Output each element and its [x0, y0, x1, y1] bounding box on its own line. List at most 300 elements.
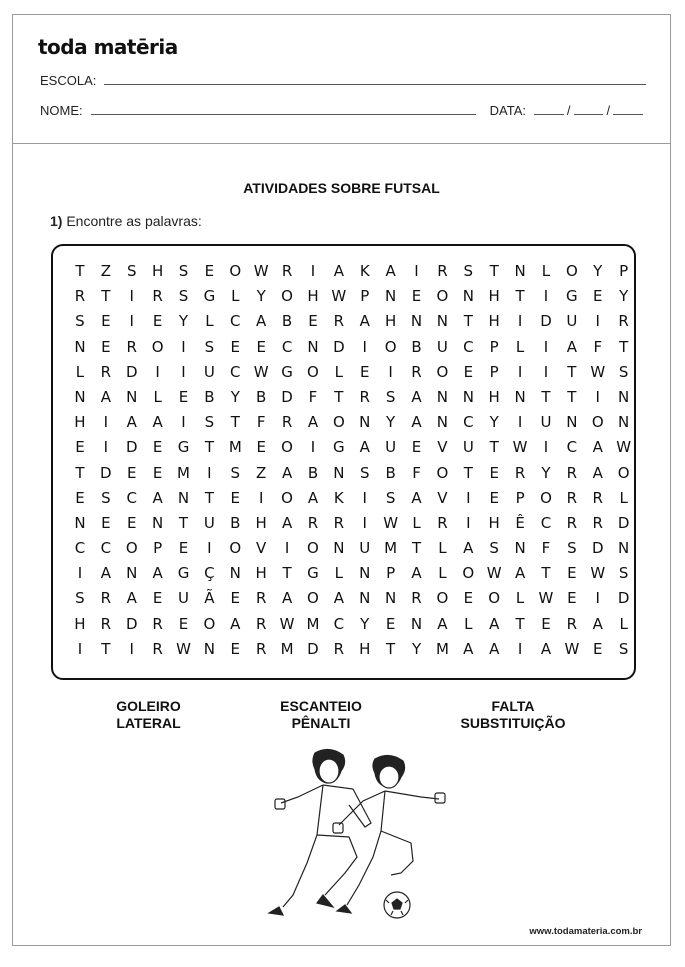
grid-letter[interactable]: T	[101, 639, 111, 658]
grid-letter[interactable]: K	[333, 488, 344, 507]
grid-letter[interactable]: L	[75, 362, 85, 381]
grid-letter[interactable]: T	[489, 262, 499, 280]
grid-letter[interactable]: L	[438, 539, 447, 558]
grid-letter[interactable]: O	[307, 589, 319, 608]
grid-letter[interactable]: Y	[360, 614, 370, 633]
grid-letter[interactable]: T	[75, 262, 85, 280]
grid-letter[interactable]: A	[359, 438, 370, 457]
grid-letter[interactable]: A	[307, 488, 319, 507]
grid-letter[interactable]: E	[178, 539, 189, 558]
grid-letter[interactable]: R	[437, 262, 448, 280]
grid-letter[interactable]: L	[231, 287, 240, 306]
grid-letter[interactable]: R	[281, 413, 293, 432]
grid-letter[interactable]: O	[436, 589, 449, 608]
grid-letter[interactable]: C	[566, 438, 578, 457]
grid-letter[interactable]: O	[436, 463, 449, 482]
grid-letter[interactable]: R	[359, 387, 370, 406]
grid-letter[interactable]: D	[281, 387, 293, 406]
grid-letter[interactable]: A	[230, 614, 241, 633]
grid-letter[interactable]: E	[360, 362, 370, 381]
grid-letter[interactable]: O	[281, 287, 293, 306]
grid-letter[interactable]: V	[437, 488, 448, 507]
grid-letter[interactable]: E	[230, 639, 241, 658]
grid-letter[interactable]: W	[616, 438, 632, 457]
grid-letter[interactable]: F	[541, 539, 551, 558]
grid-letter[interactable]: D	[617, 513, 630, 532]
grid-letter[interactable]: D	[591, 539, 604, 558]
grid-letter[interactable]: G	[177, 564, 190, 583]
grid-letter[interactable]: R	[514, 463, 526, 482]
grid-letter[interactable]: T	[386, 639, 396, 658]
grid-letter[interactable]: G	[566, 287, 578, 306]
grid-letter[interactable]: O	[203, 614, 216, 633]
grid-letter[interactable]: O	[307, 362, 319, 381]
grid-letter[interactable]: D	[125, 614, 138, 633]
grid-letter[interactable]: E	[152, 438, 163, 457]
grid-letter[interactable]: E	[204, 262, 215, 280]
grid-letter[interactable]: E	[101, 513, 111, 532]
grid-letter[interactable]: T	[75, 463, 85, 482]
grid-letter[interactable]: R	[592, 488, 603, 507]
grid-letter[interactable]: O	[591, 413, 604, 432]
grid-letter[interactable]: I	[362, 337, 367, 356]
grid-letter[interactable]: E	[101, 312, 111, 331]
grid-letter[interactable]: F	[256, 413, 266, 432]
grid-letter[interactable]: B	[204, 387, 215, 406]
grid-letter[interactable]: W	[331, 287, 347, 306]
grid-letter[interactable]: T	[230, 413, 240, 432]
grid-letter[interactable]: I	[207, 463, 212, 482]
grid-letter[interactable]: O	[436, 362, 449, 381]
grid-letter[interactable]: O	[281, 488, 293, 507]
grid-letter[interactable]: R	[411, 362, 422, 381]
grid-letter[interactable]: I	[103, 438, 109, 457]
date-year-blank[interactable]	[613, 113, 643, 115]
grid-letter[interactable]: E	[230, 589, 241, 608]
grid-letter[interactable]: L	[541, 262, 551, 280]
grid-letter[interactable]: I	[543, 362, 549, 381]
grid-letter[interactable]: B	[385, 463, 396, 482]
grid-letter[interactable]: R	[74, 287, 86, 306]
grid-letter[interactable]: L	[334, 564, 344, 583]
grid-letter[interactable]: I	[284, 539, 290, 558]
grid-letter[interactable]: G	[203, 287, 216, 306]
grid-letter[interactable]: W	[176, 639, 191, 658]
grid-letter[interactable]: I	[517, 639, 523, 658]
grid-letter[interactable]: I	[595, 589, 600, 608]
grid-letter[interactable]: G	[333, 438, 345, 457]
grid-letter[interactable]: Ç	[204, 564, 215, 583]
grid-letter[interactable]: O	[488, 589, 501, 608]
grid-letter[interactable]: V	[256, 539, 267, 558]
grid-letter[interactable]: A	[592, 438, 603, 457]
grid-letter[interactable]: A	[463, 639, 474, 658]
grid-letter[interactable]: O	[332, 413, 345, 432]
grid-letter[interactable]: A	[333, 589, 344, 608]
grid-letter[interactable]: L	[153, 387, 162, 406]
grid-letter[interactable]: T	[515, 287, 525, 306]
grid-letter[interactable]: E	[385, 614, 396, 633]
grid-letter[interactable]: N	[566, 413, 578, 432]
grid-letter[interactable]: N	[152, 513, 164, 532]
grid-letter[interactable]: H	[384, 312, 397, 331]
grid-letter[interactable]: I	[77, 639, 83, 658]
grid-letter[interactable]: R	[100, 614, 112, 633]
grid-letter[interactable]: N	[74, 337, 86, 356]
grid-letter[interactable]: R	[255, 614, 267, 633]
grid-letter[interactable]: B	[411, 337, 422, 356]
grid-letter[interactable]: O	[540, 488, 552, 507]
grid-letter[interactable]: Z	[100, 262, 111, 280]
grid-letter[interactable]: C	[463, 413, 474, 432]
grid-letter[interactable]: R	[566, 488, 578, 507]
grid-letter[interactable]: I	[543, 337, 549, 356]
grid-letter[interactable]: N	[333, 539, 345, 558]
grid-letter[interactable]: I	[466, 488, 471, 507]
grid-letter[interactable]: A	[592, 463, 603, 482]
grid-letter[interactable]: I	[207, 539, 212, 558]
grid-letter[interactable]: L	[205, 312, 214, 331]
grid-letter[interactable]: I	[103, 413, 109, 432]
grid-letter[interactable]: P	[515, 488, 525, 507]
grid-letter[interactable]: Ê	[515, 513, 525, 532]
grid-letter[interactable]: E	[152, 463, 163, 482]
grid-letter[interactable]: I	[310, 438, 316, 457]
grid-letter[interactable]: U	[462, 438, 474, 457]
grid-letter[interactable]: A	[411, 564, 422, 583]
grid-letter[interactable]: G	[177, 438, 190, 457]
grid-letter[interactable]: E	[308, 312, 318, 331]
grid-letter[interactable]: U	[566, 312, 578, 331]
grid-letter[interactable]: R	[333, 639, 345, 658]
grid-letter[interactable]: H	[488, 312, 500, 331]
grid-letter[interactable]: E	[463, 362, 474, 381]
grid-letter[interactable]: S	[75, 589, 85, 608]
grid-letter[interactable]: T	[463, 312, 473, 331]
grid-letter[interactable]: B	[230, 513, 241, 532]
grid-letter[interactable]: S	[204, 413, 215, 432]
grid-letter[interactable]: N	[436, 312, 449, 331]
grid-letter[interactable]: R	[437, 513, 448, 532]
grid-letter[interactable]: S	[618, 362, 629, 381]
grid-letter[interactable]: O	[307, 539, 319, 558]
grid-letter[interactable]: N	[514, 539, 526, 558]
grid-letter[interactable]: M	[306, 614, 320, 633]
grid-letter[interactable]: R	[100, 362, 112, 381]
grid-letter[interactable]: O	[565, 262, 578, 280]
grid-letter[interactable]: L	[412, 513, 421, 532]
grid-letter[interactable]: O	[151, 337, 164, 356]
grid-letter[interactable]: C	[281, 337, 293, 356]
grid-letter[interactable]: A	[281, 463, 293, 482]
grid-letter[interactable]: C	[126, 488, 137, 507]
grid-letter[interactable]: E	[178, 614, 189, 633]
date-month-blank[interactable]	[574, 113, 604, 115]
grid-letter[interactable]: M	[435, 639, 449, 658]
grid-letter[interactable]: A	[152, 564, 163, 583]
grid-letter[interactable]: H	[488, 287, 500, 306]
grid-letter[interactable]: S	[567, 539, 577, 558]
grid-letter[interactable]: G	[281, 362, 293, 381]
grid-letter[interactable]: N	[359, 589, 371, 608]
grid-letter[interactable]: A	[281, 589, 293, 608]
grid-letter[interactable]: U	[178, 589, 189, 608]
grid-letter[interactable]: Y	[489, 413, 499, 432]
grid-letter[interactable]: T	[204, 488, 214, 507]
grid-letter[interactable]: A	[100, 564, 111, 583]
grid-letter[interactable]: T	[411, 539, 422, 558]
grid-letter[interactable]: D	[125, 438, 138, 457]
grid-letter[interactable]: U	[359, 539, 371, 558]
grid-letter[interactable]: O	[229, 262, 242, 280]
grid-letter[interactable]: E	[75, 438, 85, 457]
grid-letter[interactable]: N	[618, 413, 630, 432]
grid-letter[interactable]: N	[385, 589, 397, 608]
grid-letter[interactable]: I	[77, 564, 83, 583]
grid-letter[interactable]: N	[359, 413, 371, 432]
grid-letter[interactable]: R	[255, 639, 267, 658]
date-day-blank[interactable]	[534, 113, 564, 115]
grid-letter[interactable]: B	[281, 312, 293, 331]
grid-letter[interactable]: I	[543, 438, 549, 457]
grid-letter[interactable]: N	[359, 564, 371, 583]
grid-letter[interactable]: F	[412, 463, 421, 482]
grid-letter[interactable]: I	[595, 387, 600, 406]
grid-letter[interactable]: O	[229, 539, 242, 558]
grid-letter[interactable]: N	[126, 387, 138, 406]
grid-letter[interactable]: U	[203, 362, 215, 381]
grid-letter[interactable]: L	[515, 589, 525, 608]
grid-letter[interactable]: W	[383, 513, 399, 532]
grid-letter[interactable]: S	[618, 639, 629, 658]
grid-letter[interactable]: I	[258, 488, 264, 507]
grid-letter[interactable]: P	[153, 539, 163, 558]
grid-letter[interactable]: H	[255, 564, 267, 583]
grid-letter[interactable]: O	[125, 539, 138, 558]
grid-letter[interactable]: N	[333, 463, 345, 482]
grid-letter[interactable]: O	[617, 463, 630, 482]
grid-letter[interactable]: W	[253, 362, 269, 381]
grid-letter[interactable]: C	[74, 539, 86, 558]
grid-letter[interactable]: N	[177, 488, 190, 507]
school-blank-line[interactable]	[104, 83, 646, 85]
grid-letter[interactable]: Z	[256, 463, 267, 482]
grid-letter[interactable]: E	[126, 513, 137, 532]
grid-letter[interactable]: S	[489, 539, 499, 558]
grid-letter[interactable]: M	[384, 539, 398, 558]
grid-letter[interactable]: A	[385, 262, 396, 280]
grid-letter[interactable]: Y	[256, 287, 266, 306]
grid-letter[interactable]: M	[280, 639, 294, 658]
grid-letter[interactable]: I	[181, 337, 186, 356]
grid-letter[interactable]: P	[619, 262, 629, 280]
grid-letter[interactable]: H	[74, 614, 86, 633]
grid-letter[interactable]: H	[307, 287, 319, 306]
grid-letter[interactable]: A	[489, 639, 500, 658]
grid-letter[interactable]: E	[152, 589, 163, 608]
grid-letter[interactable]: N	[462, 287, 474, 306]
grid-letter[interactable]: S	[359, 463, 370, 482]
grid-letter[interactable]: T	[178, 513, 189, 532]
grid-letter[interactable]: T	[489, 438, 499, 457]
grid-letter[interactable]: T	[567, 362, 577, 381]
grid-letter[interactable]: E	[178, 387, 189, 406]
grid-letter[interactable]: T	[282, 564, 292, 583]
grid-letter[interactable]: E	[593, 639, 603, 658]
grid-letter[interactable]: Y	[386, 413, 396, 432]
grid-letter[interactable]: S	[178, 287, 189, 306]
grid-letter[interactable]: C	[540, 513, 552, 532]
grid-letter[interactable]: N	[203, 639, 216, 658]
grid-letter[interactable]: A	[333, 262, 344, 280]
grid-letter[interactable]: A	[592, 614, 603, 633]
grid-letter[interactable]: T	[101, 287, 111, 306]
grid-letter[interactable]: O	[462, 564, 475, 583]
grid-letter[interactable]: V	[437, 438, 448, 457]
grid-letter[interactable]: C	[100, 539, 112, 558]
grid-letter[interactable]: R	[152, 287, 163, 306]
grid-letter[interactable]: N	[74, 513, 86, 532]
grid-letter[interactable]: A	[566, 337, 577, 356]
grid-letter[interactable]: I	[517, 413, 523, 432]
grid-letter[interactable]: U	[203, 513, 215, 532]
grid-letter[interactable]: U	[540, 413, 552, 432]
grid-letter[interactable]: A	[307, 413, 319, 432]
grid-letter[interactable]: E	[152, 312, 163, 331]
grid-letter[interactable]: E	[411, 287, 422, 306]
grid-letter[interactable]: R	[152, 639, 163, 658]
grid-letter[interactable]: A	[411, 488, 422, 507]
grid-letter[interactable]: R	[333, 513, 345, 532]
grid-letter[interactable]: I	[181, 362, 186, 381]
grid-letter[interactable]: Y	[178, 312, 189, 331]
grid-letter[interactable]: L	[619, 488, 628, 507]
grid-letter[interactable]: A	[152, 413, 163, 432]
grid-letter[interactable]: U	[385, 438, 397, 457]
grid-letter[interactable]: Y	[619, 287, 629, 306]
grid-letter[interactable]: P	[360, 287, 370, 306]
grid-letter[interactable]: T	[334, 387, 344, 406]
grid-letter[interactable]: A	[126, 413, 137, 432]
grid-letter[interactable]: E	[101, 337, 111, 356]
grid-letter[interactable]: P	[489, 362, 499, 381]
grid-letter[interactable]: D	[617, 589, 630, 608]
grid-letter[interactable]: R	[566, 614, 578, 633]
grid-letter[interactable]: I	[181, 413, 186, 432]
grid-letter[interactable]: N	[462, 387, 474, 406]
grid-letter[interactable]: A	[514, 564, 526, 583]
grid-letter[interactable]: I	[129, 312, 134, 331]
grid-letter[interactable]: I	[595, 312, 600, 331]
grid-letter[interactable]: R	[255, 589, 267, 608]
grid-letter[interactable]: H	[488, 513, 500, 532]
grid-letter[interactable]: F	[593, 337, 603, 356]
grid-letter[interactable]: O	[436, 287, 449, 306]
grid-letter[interactable]: I	[129, 639, 134, 658]
grid-letter[interactable]: R	[592, 513, 603, 532]
grid-letter[interactable]: R	[100, 589, 112, 608]
grid-letter[interactable]: T	[541, 564, 551, 583]
grid-letter[interactable]: E	[489, 463, 499, 482]
grid-letter[interactable]: N	[514, 387, 526, 406]
grid-letter[interactable]: R	[566, 463, 578, 482]
grid-letter[interactable]: E	[567, 589, 577, 608]
grid-letter[interactable]: S	[126, 262, 137, 280]
grid-letter[interactable]: H	[255, 513, 267, 532]
grid-letter[interactable]: R	[333, 312, 345, 331]
grid-letter[interactable]: W	[486, 564, 502, 583]
grid-letter[interactable]: E	[463, 589, 474, 608]
grid-letter[interactable]: O	[384, 337, 397, 356]
grid-letter[interactable]: W	[253, 262, 269, 280]
grid-letter[interactable]: R	[152, 614, 163, 633]
grid-letter[interactable]: Y	[593, 262, 603, 280]
grid-letter[interactable]: I	[362, 513, 367, 532]
grid-letter[interactable]: D	[100, 463, 112, 482]
grid-letter[interactable]: E	[230, 337, 241, 356]
grid-letter[interactable]: R	[618, 312, 629, 331]
grid-letter[interactable]: N	[436, 413, 449, 432]
grid-letter[interactable]: N	[618, 387, 630, 406]
grid-letter[interactable]: I	[155, 362, 160, 381]
grid-letter[interactable]: I	[310, 262, 316, 280]
grid-letter[interactable]: E	[230, 488, 241, 507]
grid-letter[interactable]: Y	[541, 463, 551, 482]
grid-letter[interactable]: L	[334, 362, 344, 381]
grid-letter[interactable]: R	[566, 513, 578, 532]
grid-letter[interactable]: T	[541, 387, 551, 406]
grid-letter[interactable]: E	[541, 614, 551, 633]
grid-letter[interactable]: D	[540, 312, 552, 331]
grid-letter[interactable]: H	[74, 413, 86, 432]
grid-letter[interactable]: I	[466, 513, 471, 532]
grid-letter[interactable]: A	[411, 413, 422, 432]
grid-letter[interactable]: S	[204, 337, 215, 356]
grid-letter[interactable]: T	[204, 438, 214, 457]
grid-letter[interactable]: R	[126, 337, 137, 356]
grid-letter[interactable]: K	[359, 262, 370, 280]
grid-letter[interactable]: S	[178, 262, 189, 280]
grid-letter[interactable]: A	[100, 387, 111, 406]
grid-letter[interactable]: C	[230, 312, 241, 331]
grid-letter[interactable]: S	[75, 312, 85, 331]
grid-letter[interactable]: W	[538, 589, 554, 608]
grid-letter[interactable]: H	[151, 262, 164, 280]
grid-letter[interactable]: R	[411, 589, 422, 608]
grid-letter[interactable]: C	[230, 362, 241, 381]
grid-letter[interactable]: W	[279, 614, 295, 633]
grid-letter[interactable]: E	[567, 564, 577, 583]
grid-letter[interactable]: I	[543, 287, 549, 306]
grid-letter[interactable]: F	[308, 387, 318, 406]
grid-letter[interactable]: E	[489, 488, 499, 507]
grid-letter[interactable]: N	[385, 287, 397, 306]
grid-letter[interactable]: B	[256, 387, 267, 406]
grid-letter[interactable]: N	[410, 614, 423, 633]
grid-letter[interactable]: D	[307, 639, 319, 658]
grid-letter[interactable]: T	[515, 614, 525, 633]
grid-letter[interactable]: C	[333, 614, 345, 633]
grid-letter[interactable]: W	[512, 438, 528, 457]
grid-letter[interactable]: R	[307, 513, 319, 532]
grid-letter[interactable]: N	[126, 564, 138, 583]
grid-letter[interactable]: N	[618, 539, 630, 558]
grid-letter[interactable]: E	[75, 488, 85, 507]
grid-letter[interactable]: U	[436, 337, 448, 356]
grid-letter[interactable]: L	[515, 337, 525, 356]
grid-letter[interactable]: Y	[230, 387, 240, 406]
grid-letter[interactable]: A	[281, 513, 293, 532]
